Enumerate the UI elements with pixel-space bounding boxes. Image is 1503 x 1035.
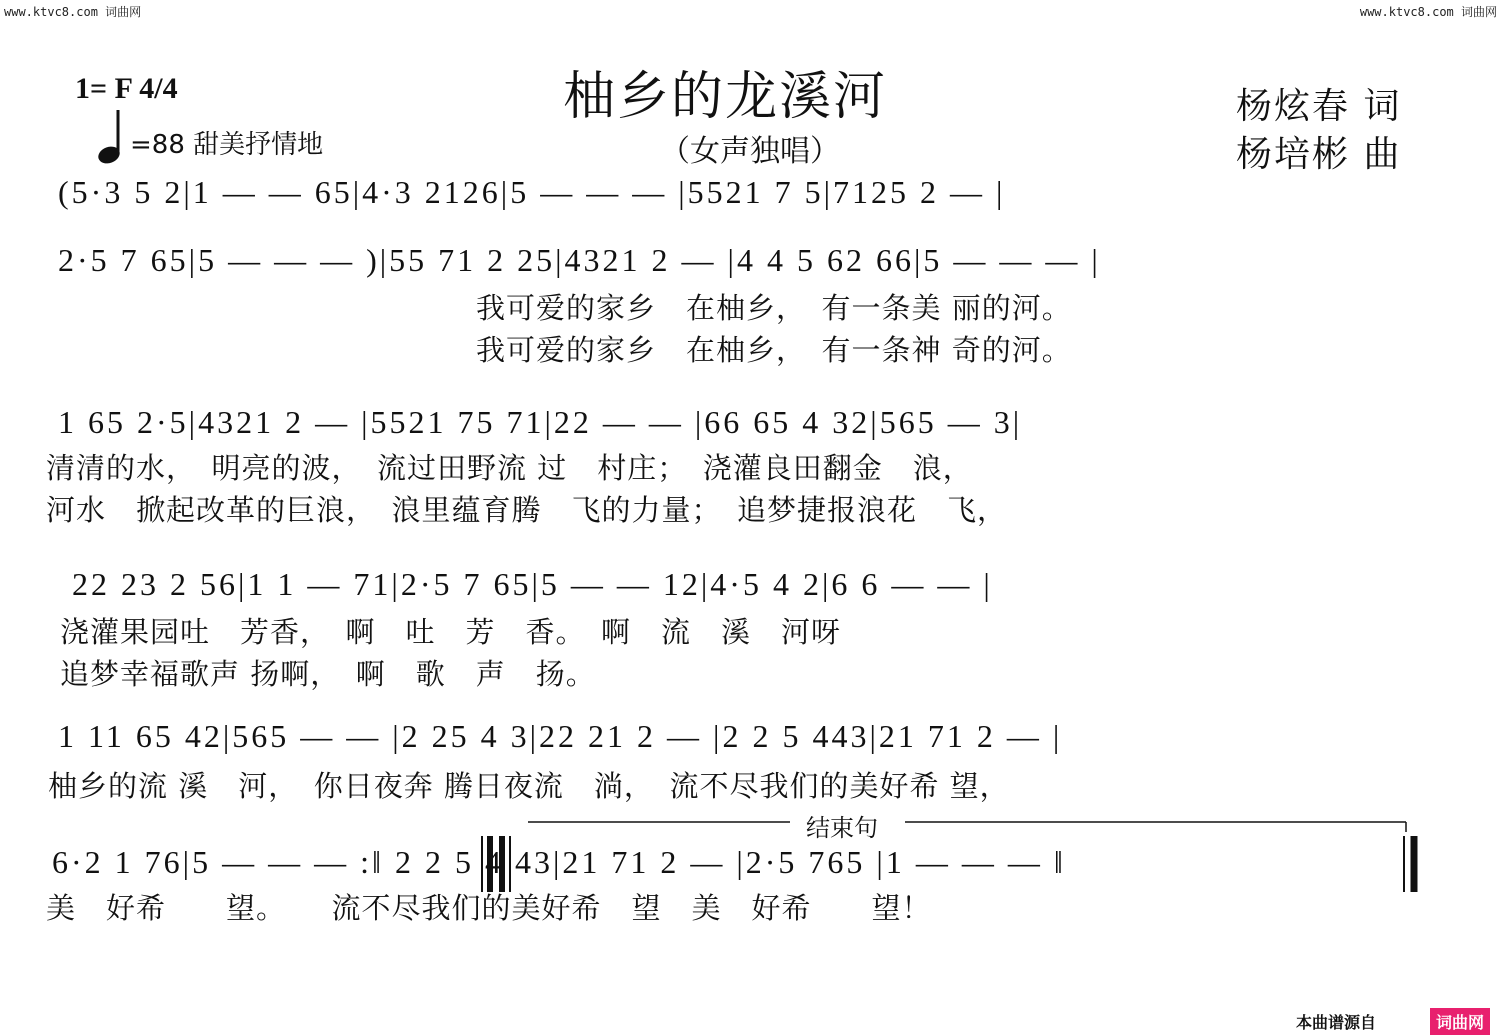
score-row-4: 22 23 2 56|1 1 — 71|2·5 7 65|5 — — 12|4·5 4 2|6 6 — — | xyxy=(72,566,993,602)
ending-label: 结束句 xyxy=(800,808,884,843)
score-row-6: 6·2 1 76|5 — — — :‖ 2 2 5 4 43|21 71 2 — |2·5 765 |1 — — — ‖ xyxy=(52,844,1066,880)
lyric-row-2-verse-2: 我可爱的家乡 在柚乡， 有一条神 奇的河。 xyxy=(476,333,1072,367)
lyric-row-5-verse-1: 柚乡的流 溪 河， 你日夜奔 腾日夜流 淌， 流不尽我们的美好希 望， xyxy=(48,769,1010,803)
lyricist-credit: 杨炫春 词 xyxy=(1236,86,1402,127)
composer-credit: 杨培彬 曲 xyxy=(1236,134,1402,175)
footer-site-badge[interactable]: 词曲网 xyxy=(1430,1008,1490,1035)
score-row-1: (5·3 5 2|1 — — 65|4·3 2126|5 — — — |5521 7 5|7125 2 — | xyxy=(58,174,1006,210)
song-subtitle: （女声独唱） xyxy=(660,134,840,169)
watermark-left: www.ktvc8.com 词曲网 xyxy=(4,5,142,19)
footer-source: 本曲谱源自 xyxy=(1296,1013,1377,1032)
watermark-right: www.ktvc8.com 词曲网 xyxy=(1359,5,1497,19)
lyric-row-6-verse-1: 美 好希 望。 流不尽我们的美好希 望 美 好希 望！ xyxy=(46,891,932,925)
key-signature: 1= F 4/4 xyxy=(75,72,178,105)
lyric-row-4-verse-2: 追梦幸福歌声 扬啊， 啊 歌 声 扬。 xyxy=(60,657,596,691)
tempo-marking: =88 甜美抒情地 xyxy=(130,130,324,160)
song-title: 柚乡的龙溪河 xyxy=(563,67,888,127)
lyric-row-3-verse-1: 清清的水， 明亮的波， 流过田野流 过 村庄； 浇灌良田翻金 浪， xyxy=(46,451,973,485)
lyric-row-3-verse-2: 河水 掀起改革的巨浪， 浪里蕴育腾 飞的力量； 追梦捷报浪花 飞， xyxy=(46,493,1008,527)
score-row-2: 2·5 7 65|5 — — — )|55 71 2 25|4321 2 — |4 4 5 62 66|5 — — — | xyxy=(58,242,1101,278)
score-row-3: 1 65 2·5|4321 2 — |5521 75 71|22 — — |66 65 4 32|565 — 3| xyxy=(58,404,1023,440)
lyric-row-2-verse-1: 我可爱的家乡 在柚乡， 有一条美 丽的河。 xyxy=(476,291,1072,325)
score-row-5: 1 11 65 42|565 — — |2 25 4 3|22 21 2 — |2 2 5 443|21 71 2 — | xyxy=(58,718,1063,754)
lyric-row-4-verse-1: 浇灌果园吐 芳香， 啊 吐 芳 香。 啊 流 溪 河呀 xyxy=(60,615,842,649)
